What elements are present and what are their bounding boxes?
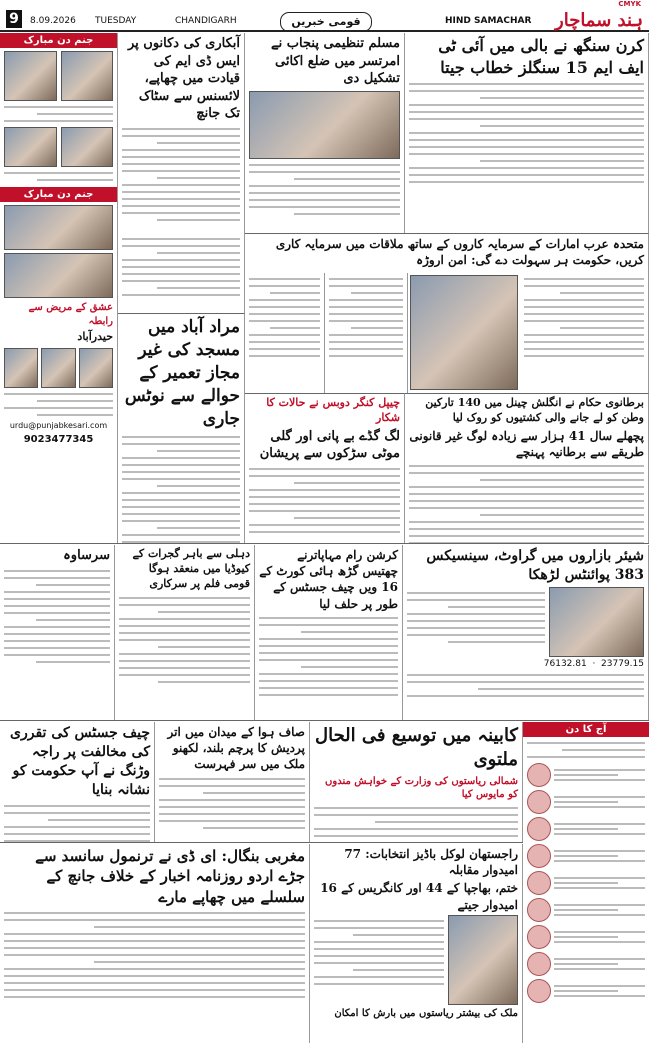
page-number: 9 [6, 10, 22, 28]
story-aman-arora-head [245, 233, 649, 273]
headline: برطانوی حکام نے انگلش چینل میں 140 تارکین وطن کو لے جانے والی کشتیوں کو روک لیا [425, 396, 644, 424]
birthday-column [0, 33, 118, 543]
horoscope-banner: آج کا دن [523, 722, 649, 737]
story-excise-raids [118, 33, 245, 233]
story-film-festival [115, 545, 255, 720]
cmyk-mark: CMYK [618, 0, 641, 8]
section-title: قومی خبریں [280, 12, 372, 32]
headline: مراد آباد میں مسجد کی غیر مجاز تعمیر کے حوالے سے نوٹس جاری [124, 317, 240, 429]
headline: صاف ہوا کے میدان میں اتر پردیش کا پرچم بلند، لکھنو ملک میں سر فہرست [167, 725, 305, 772]
horoscope-entry [527, 763, 645, 787]
kicker: چیپل کنگر دوبس نے حالات کا شکار [266, 396, 400, 424]
subheadline: شمالی ریاستوں کی وزارت کے خواہش مندوں کو مایوس کیا [325, 775, 518, 801]
story-muslim-tanzeem [245, 33, 405, 233]
headline: لگ گڈے بے پانی اور گلی موٹی سڑکوں سے پریشان [259, 428, 400, 462]
portrait-photo [41, 348, 75, 388]
headline: دہلی سے باہر گجرات کے کیوڈیا میں منعقد ہوگا قومی فلم پر سرکاری [132, 547, 250, 590]
child-photo [61, 127, 114, 167]
issue-day: TUESDAY [95, 16, 137, 26]
child-photo [61, 51, 114, 101]
birthday-banner: جنم دن مبارک [0, 33, 117, 48]
masthead [0, 0, 649, 32]
story-sarsawa [0, 545, 115, 720]
zodiac-icon [527, 844, 551, 868]
portrait-photo [4, 348, 38, 388]
minister-photo [410, 275, 518, 390]
child-photo [4, 127, 57, 167]
issue-city: CHANDIGARH [175, 16, 237, 26]
contact-phone: 9023477345 [23, 433, 94, 445]
weather-headline: ملک کی بیشتر ریاستوں میں بارش کا امکان [334, 1007, 518, 1019]
horoscope-entry [527, 817, 645, 841]
story-chief-justice-oath [255, 545, 403, 720]
story-moradabad [118, 313, 245, 543]
nifty-value: 23779.15 [601, 658, 644, 669]
promo-heading: عشق کے مریض سے رابطہ [28, 302, 113, 327]
brand-english: HIND SAMACHAR [445, 16, 532, 26]
couple-photo [4, 205, 113, 250]
story-raja-warring [0, 722, 155, 842]
story-clean-air [155, 722, 310, 842]
subheadline: ختم، بھاجپا کے 44 اور کانگریس کے 16 امیدوار جیتے [320, 881, 518, 912]
headline: کرن سنگھ نے بالی میں آئی ٹی ایف ایم 15 سنگلز خطاب جیتا [438, 36, 644, 77]
zodiac-icon [527, 763, 551, 787]
horoscope-entry [527, 979, 645, 1003]
horoscope-entry [527, 790, 645, 814]
story-excise-cont [118, 233, 245, 313]
group-photo [249, 91, 400, 159]
headline: سرساوہ [63, 548, 110, 563]
story-aman-arora-cont [325, 273, 408, 393]
story-side [245, 273, 325, 393]
headline: مسلم تنظیمی پنجاب نے امرتسر میں ضلع اکائی تشکیل دی [271, 36, 400, 87]
story-chapel-kangar [245, 393, 405, 543]
story-uk-channel [405, 393, 649, 543]
zodiac-icon [527, 979, 551, 1003]
promo-city: حیدرآباد [77, 330, 113, 343]
sensex-value: 76132.81 [543, 658, 587, 669]
headline: شیئر بازاروں میں گراوٹ، سینسیکس 383 پوائنٹس لڑھکا [426, 548, 644, 583]
zodiac-icon [527, 871, 551, 895]
horoscope-entry [527, 898, 645, 922]
horoscope-entry [527, 925, 645, 949]
divider [0, 842, 523, 843]
issue-date: 8.09.2026 [30, 16, 76, 26]
brand-logo: ہند سماچار [555, 10, 643, 31]
zodiac-icon [527, 790, 551, 814]
stock-exchange-photo [549, 587, 644, 657]
subheadline: پچھلے سال 41 ہزار سے زیادہ لوگ غیر قانونی طریقے سے برطانیہ پہنچے [409, 428, 644, 459]
birthday-banner-2: جنم دن مبارک [0, 187, 117, 202]
headline: چیف جسٹس کی تقرری کی مخالفت پر راجہ وڑنگ نے آپ حکومت کو نشانہ بنایا [10, 725, 150, 798]
family-photo [4, 253, 113, 298]
zodiac-icon [527, 898, 551, 922]
headline: کرشن رام مہاپاترنے چھتیس گڑھ ہائی کورٹ کے 16 ویں چیف جسٹس کے طور پر حلف لیا [259, 548, 398, 611]
zodiac-icon [527, 925, 551, 949]
news-photo [448, 915, 518, 1005]
story-ed-bengal [0, 844, 310, 1043]
story-karan-singh [405, 33, 649, 233]
child-photo [4, 51, 57, 101]
headline: راجستھان لوکل باڈیز انتخابات: 77 امیدوار مقابلہ [344, 847, 518, 878]
horoscope-entry [527, 871, 645, 895]
contact-email: urdu@punjabkesari.com [9, 420, 108, 430]
story-sensex: شیئر بازاروں میں گراوٹ، سینسیکس 383 پوائنٹس لڑھکا 76132.81 · 23779.15 [403, 545, 649, 720]
divider [0, 720, 649, 721]
horoscope-entry [527, 952, 645, 976]
divider [0, 543, 649, 544]
story-aman-arora-body [520, 273, 649, 393]
story-cabinet-expansion [310, 722, 523, 842]
horoscope-column [523, 722, 649, 1043]
story-rajasthan-elections [310, 844, 523, 1043]
zodiac-icon [527, 817, 551, 841]
headline: متحدہ عرب امارات کے سرمایہ کاروں کے ساتھ ملاقات میں سرمایہ کاری کریں، حکومت ہر سہولت دے گی: امن اروڑہ [275, 237, 644, 268]
headline: مغربی بنگال: ای ڈی نے ترنمول سانسد سے جڑے اردو روزنامہ اخبار کے خلاف جانچ کے سلسلے میں چھاپے مارے [35, 847, 305, 906]
headline: کابینہ میں توسیع فی الحال ملتوی [315, 725, 518, 771]
portrait-photo [79, 348, 113, 388]
headline: آبکاری کی دکانوں پر ایس ڈی ایم کی قیادت میں چھاپے، لائسنس سے سٹاک تک جانچ [127, 36, 240, 122]
zodiac-icon [527, 952, 551, 976]
horoscope-entry [527, 844, 645, 868]
